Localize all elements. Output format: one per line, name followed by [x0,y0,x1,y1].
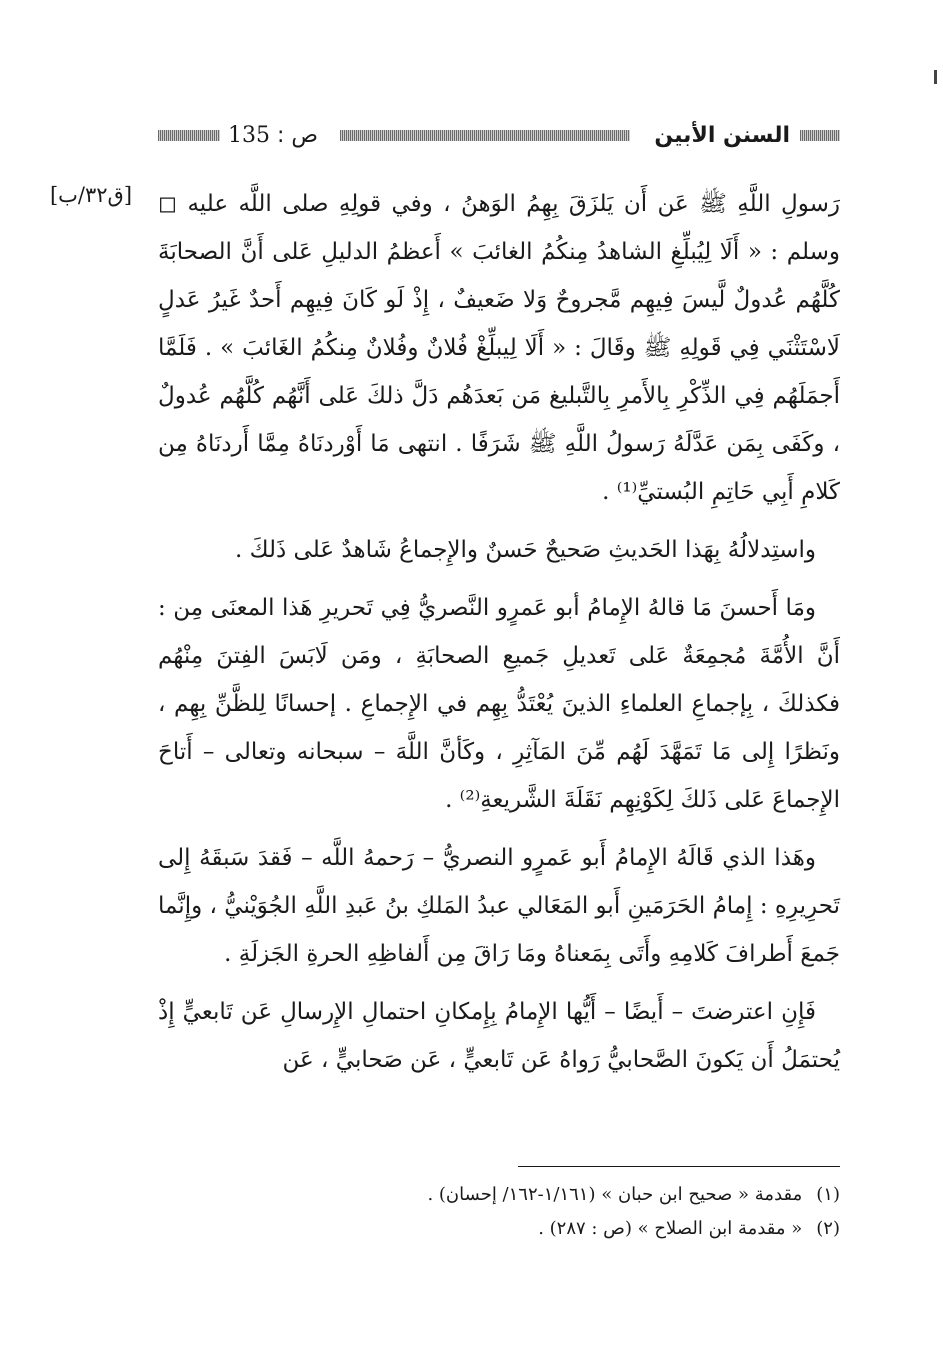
footnote-number: (١) [816,1184,840,1205]
running-header [158,118,840,152]
footnote-text: « مقدمة ابن الصلاح » (ص : ٢٨٧) . [538,1218,803,1239]
header-ornament-middle [340,130,630,141]
paragraph-4: وهَذا الذي قَالَهُ الإِمامُ أَبو عَمرٍو النصريُّ – رَحمهُ اللَّه – فَقدَ سَبقَهُ إِلى تَحرِيرِهِ : إِمامُ الحَرَمَينِ أَبو المَعَالي عبدُ المَلكِ بنُ عَبدِ اللَّهِ الجُوَيْنيُّ ، وإِنَّما جَمعَ أَطرافَ كَلامِهِ وأَتَى بِمَعناهُ ومَا رَاقَ مِن أَلفاظِهِ الحرةِ الجَزلَةِ . [158,845,840,967]
footnote-separator [518,1166,840,1167]
page-number: 135 [228,122,270,148]
manuscript-folio-note: [ق٣٢/ب] [49,183,133,207]
footnote-text: مقدمة « صحيح ابن حبان » (١/١٦١-١٦٢/ إحسان) . [427,1184,803,1205]
page-indicator [228,123,318,148]
header-ornament-right [800,130,840,141]
footnote-2 [158,1212,840,1246]
header-ornament-left [158,130,220,141]
footnote-1 [158,1178,840,1212]
page-edge-mark [934,70,937,84]
paragraph-3: ومَا أَحسنَ مَا قالهُ الإِمامُ أبو عَمرٍو النَّصريُّ فِي تَحريرِ هَذا المعنَى مِن : أَنَّ الأُمَّةَ مُجمِعَةٌ عَلى تَعديلِ جَميعِ الصحابَةِ ، ومَن لَابَسَ الفِتنَ مِنْهُم فكذلكَ ، بِإجماعِ العلماءِ الذينَ يُعْتَدُّ بِهِم في الإِجماعِ . إحسانًا لِلظَّنِّ بِهِم ، ونَظرًا إِلى مَا تَمَهَّدَ لَهُم مِّنَ المَآثِرِ ، وكَأنَّ اللَّهَ – سبحانه وتعالى – أَتاحَ الإِجماعَ عَلى ذَلكَ لِكَوْنِهِم نَقَلَةَ الشَّريعةِ⁽²⁾ . [158,595,841,813]
footnote-number: (٢) [816,1218,840,1239]
page-label: ص : [270,122,318,148]
book-title: السنن الأبين [654,122,790,148]
main-text [158,180,840,1094]
paragraph-1: رَسولِ اللَّهِ ﷺ عَن أَن يَلزَقَ بِهِمُ الوَهنُ ، وفي قولِهِ صلى اللَّه عليه ◻ وسلم : « أَلَا لِيُبلِّغِ الشاهدُ مِنكُمُ الغائبَ » أَعظمُ الدليلِ عَلى أَنَّ الصحابَةَ كُلَّهُم عُدولٌ لَّيسَ فِيهِم مَّجروحٌ وَلا ضَعيفٌ ، إِذْ لَو كَانَ فِيهِم أَحدٌ غَيرُ عَدلٍ لَاسْتَثْنَي فِي قَولِهِ ﷺ وقَالَ : « أَلَا لِيبلِّغْ فُلانٌ وفُلانٌ مِنكُمُ الغَائبَ » . فَلَمَّا أَجمَلَهُم فِي الذِّكْرِ بِالأَمرِ بِالتَّبليغ مَن بَعدَهُم دَلَّ ذلكَ عَلى أَنَّهُم كُلَّهُم عُدولٌ ، وكَفَى بِمَن عَدَّلَهُ رَسولُ اللَّهِ ﷺ شَرَفًا . انتهى مَا أَوْردنَاهُ مِمَّا أَردنَاهُ مِن كَلامِ أَبِي حَاتِمِ البُستيِّ⁽¹⁾ . [158,191,840,505]
footnotes [158,1178,840,1246]
paragraph-2: واستِدلالُهُ بِهَذا الحَديثِ صَحيحٌ حَسنٌ والإِجماعُ شَاهدٌ عَلى ذَلكَ . [234,537,816,563]
paragraph-5: فَإِنِ اعترضتَ – أَيضًا – أَيُّها الإِمامُ بِإِمكانِ احتمالِ الإِرسالِ عَن تَابعيٍّ إِذْ يُحتمَلُ أَن يَكونَ الصَّحابيُّ رَواهُ عَن تَابعيٍّ ، عَن صَحابيٍّ ، عَن [158,999,840,1073]
